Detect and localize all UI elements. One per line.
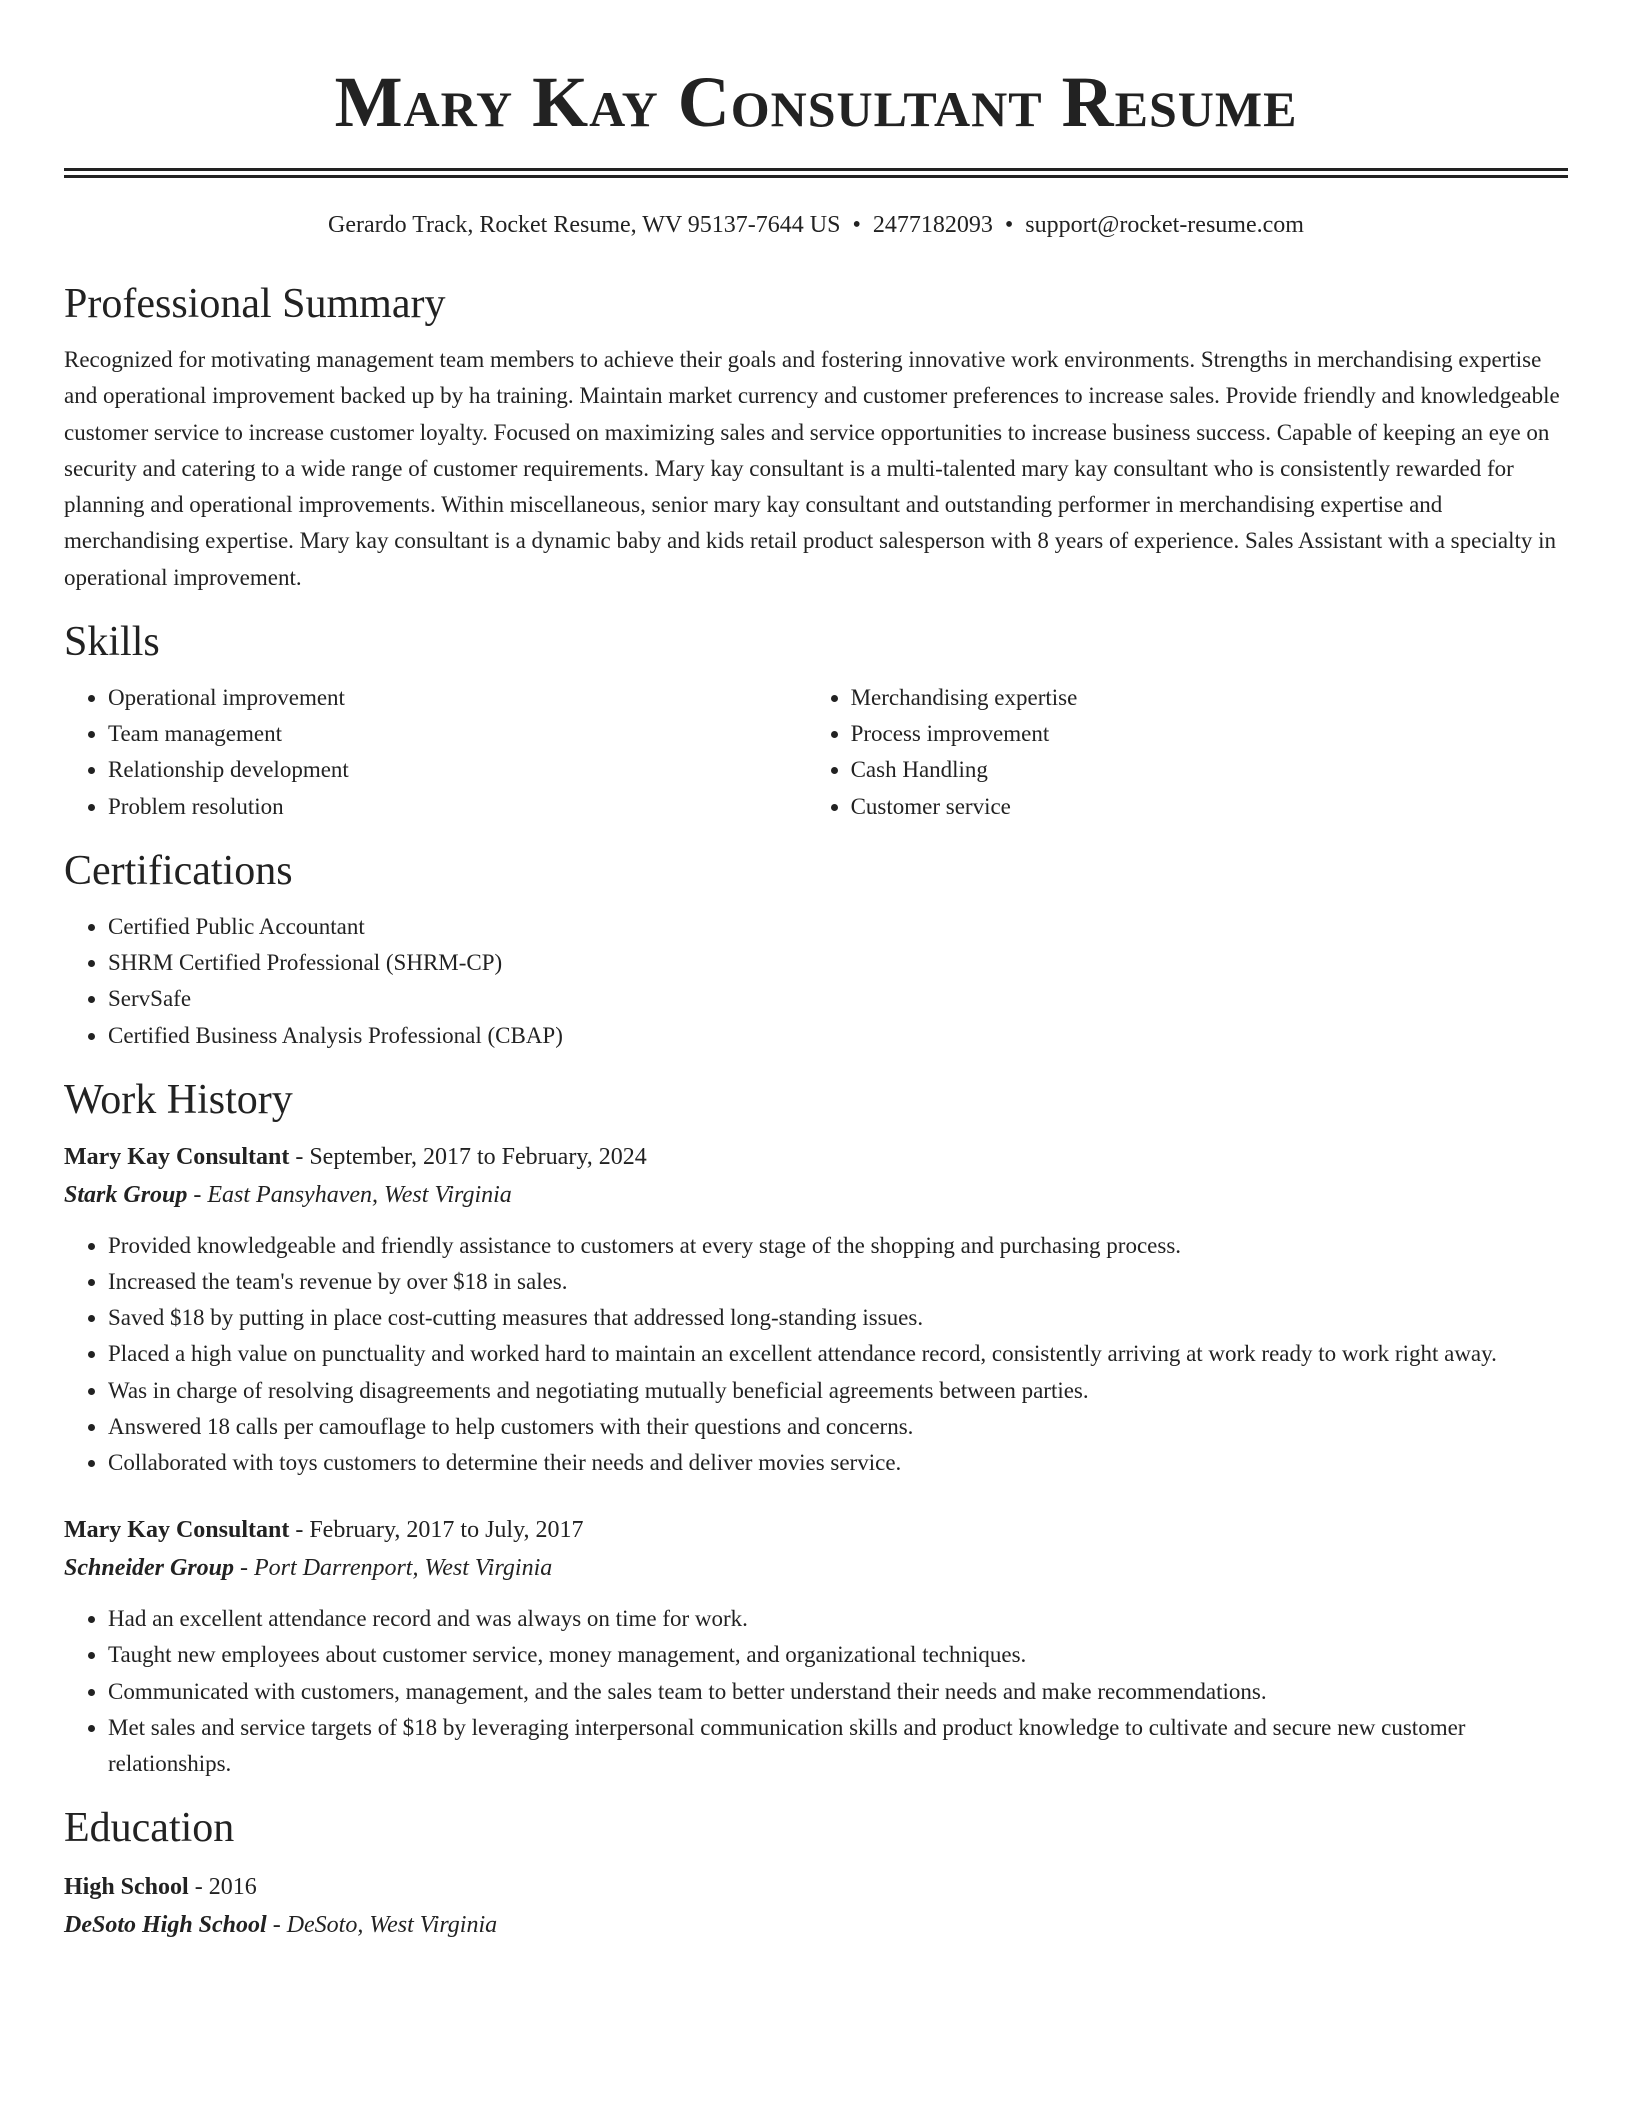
job-bullet: • Taught new employees about customer service, money management, and organizational techniques. [108, 1637, 1568, 1673]
resume-page [64, 0, 1568, 1944]
skills-list-right [807, 680, 1568, 825]
skill-item: • Process improvement [851, 716, 1568, 752]
education-year: - 2016 [188, 1874, 257, 1901]
job-company: Stark Group [64, 1181, 188, 1208]
work-history-section [64, 1072, 1568, 1782]
certification-item: • Certified Business Analysis Professional (CBAP) [108, 1018, 1568, 1054]
title-divider [64, 168, 1568, 178]
certification-item: • ServSafe [108, 981, 1568, 1017]
job-entry [64, 1138, 1568, 1481]
certification-item: • Certified Public Accountant [108, 909, 1568, 945]
job-location: - East Pansyhaven, West Virginia [187, 1181, 512, 1208]
job-bullet: • Collaborated with toys customers to determine their needs and deliver movies service. [108, 1445, 1568, 1481]
education-degree: High School [64, 1874, 189, 1901]
contact-email: support@rocket-resume.com [1025, 212, 1304, 238]
skills-heading: Skills [64, 619, 160, 666]
job-bullet: • Saved $18 by putting in place cost-cutting measures that addressed long-standing issues. [108, 1300, 1568, 1336]
job-location: - Port Darrenport, West Virginia [234, 1555, 553, 1582]
skill-item: • Cash Handling [851, 752, 1568, 788]
contact-line [64, 208, 1568, 242]
skills-list-left [64, 680, 807, 825]
job-company: Schneider Group [64, 1555, 235, 1582]
job-dates: - September, 2017 to February, 2024 [289, 1143, 647, 1170]
job-bullet: • Was in charge of resolving disagreements and negotiating mutually beneficial agreements between parties. [108, 1373, 1568, 1409]
skill-item: • Merchandising expertise [851, 680, 1568, 716]
work-history-heading: Work History [64, 1076, 293, 1123]
job-bullets [64, 1601, 1568, 1782]
certifications-heading: Certifications [64, 847, 293, 894]
education-heading: Education [64, 1805, 235, 1852]
education-header [64, 1868, 1568, 1906]
job-bullet: • Placed a high value on punctuality and worked hard to maintain an excellent attendance record, consistently arriving at work ready to work right away. [108, 1336, 1568, 1372]
education-school: DeSoto High School [64, 1912, 267, 1939]
job-company-line [64, 1549, 1568, 1587]
job-company-line [64, 1176, 1568, 1214]
resume-title: Mary Kay Consultant Resume [334, 62, 1298, 142]
contact-separator: • [852, 212, 861, 238]
job-dates: - February, 2017 to July, 2017 [289, 1517, 584, 1544]
summary-text: Recognized for motivating management team members to achieve their goals and fostering innovative work environments. Strengths in merchandising expertise and operational improvement backed up by ha training. Maintain market currency and customer preferences to increase sales. Provide friendly and knowledgeable customer service to increase customer loyalty. Focused on maximizing sales and service opportunities to increase business success. Capable of keeping an eye on security and catering to a wide range of customer requirements. Mary kay consultant is a multi-talented mary kay consultant who is consistently rewarded for planning and operational improvements. Within miscellaneous, senior mary kay consultant and outstanding performer in merchandising expertise and merchandising expertise. Mary kay consultant is a dynamic baby and kids retail product salesperson with 8 years of experience. Sales Assistant with a specialty in operational improvement. [64, 347, 1560, 590]
job-bullet: • Increased the team's revenue by over $18 in sales. [108, 1264, 1568, 1300]
job-bullet: • Answered 18 calls per camouflage to help customers with their questions and concerns. [108, 1409, 1568, 1445]
certification-item: • SHRM Certified Professional (SHRM-CP) [108, 945, 1568, 981]
education-school-line [64, 1906, 1568, 1944]
education-location: - DeSoto, West Virginia [266, 1912, 498, 1939]
skill-item: • Operational improvement [108, 680, 807, 716]
job-title: Mary Kay Consultant [64, 1143, 290, 1170]
skills-section [64, 614, 1568, 825]
job-entry [64, 1511, 1568, 1782]
summary-heading: Professional Summary [64, 281, 446, 327]
skill-item: • Problem resolution [108, 789, 807, 825]
skills-columns [64, 680, 1568, 825]
skill-item: • Customer service [851, 789, 1568, 825]
certifications-list [64, 909, 1568, 1054]
job-title: Mary Kay Consultant [64, 1517, 290, 1544]
summary-section [64, 276, 1568, 596]
contact-address: Gerardo Track, Rocket Resume, WV 95137-7644 US [328, 212, 841, 238]
job-bullets [64, 1228, 1568, 1481]
job-bullet: • Provided knowledgeable and friendly assistance to customers at every stage of the shopping and purchasing process. [108, 1228, 1568, 1264]
education-section [64, 1800, 1568, 1944]
job-header [64, 1511, 1568, 1549]
skill-item: • Team management [108, 716, 807, 752]
contact-separator: • [1004, 212, 1014, 238]
contact-phone: 2477182093 [872, 212, 993, 238]
job-bullet: • Had an excellent attendance record and was always on time for work. [108, 1601, 1568, 1637]
certifications-section [64, 843, 1568, 1054]
job-header [64, 1138, 1568, 1176]
skill-item: • Relationship development [108, 752, 807, 788]
job-bullet: • Met sales and service targets of $18 by leveraging interpersonal communication skills and product knowledge to cultivate and secure new customer relationships. [108, 1710, 1568, 1782]
job-bullet: • Communicated with customers, management, and the sales team to better understand their needs and make recommendations. [108, 1674, 1568, 1710]
